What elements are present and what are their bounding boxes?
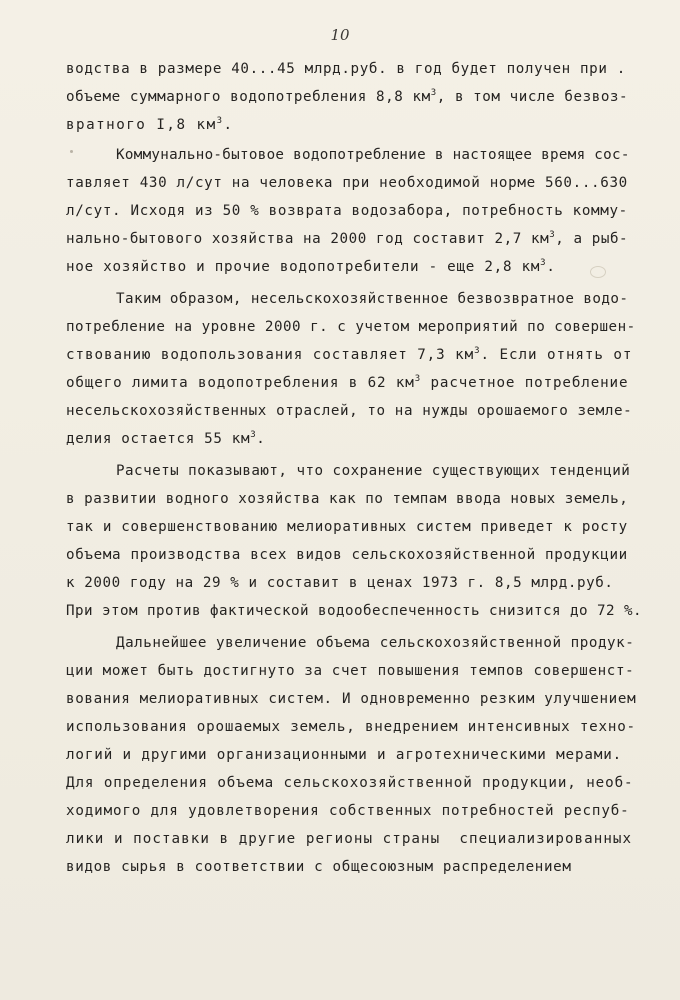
paper-stain — [590, 266, 606, 278]
line-text: в развитии водного хозяйства как по темпам ввода новых земель, — [66, 491, 628, 507]
line-text: лики и поставки в другие регионы страны специализированных — [66, 831, 632, 847]
line-text: логий и другими организационными и агротехническими мерами. — [66, 747, 622, 763]
text-line — [66, 428, 266, 450]
text-line — [116, 460, 630, 482]
line-text: объеме суммарного водопотребления 8,8 км — [66, 89, 431, 105]
text-line — [116, 288, 628, 310]
line-text: к 2000 году на 29 % и составит в ценах 1973 г. 8,5 млрд.руб. — [66, 575, 614, 591]
text-line — [66, 600, 642, 622]
line-text: ное хозяйство и прочие водопотребители - еще 2,8 км — [66, 259, 541, 275]
text-line — [66, 58, 626, 80]
text-line — [66, 372, 628, 394]
text-line — [66, 316, 636, 338]
line-text: Для определения объема сельскохозяйственной продукции, необ- — [66, 775, 634, 791]
line-text: ствованию водопользования составляет 7,3 км — [66, 347, 475, 363]
text-line — [66, 544, 628, 566]
line-text: общего лимита водопотребления в 62 км — [66, 375, 415, 391]
text-line — [66, 572, 614, 594]
text-line — [66, 114, 236, 136]
text-line — [66, 688, 636, 710]
line-text: несельскохозяйственных отраслей, то на нужды орошаемого земле- — [66, 403, 632, 419]
superscript: 3 — [474, 346, 481, 356]
text-line — [66, 716, 636, 738]
line-text: Дальнейшее увеличение объема сельскохозяйственной продук- — [116, 635, 634, 651]
line-text: расчетное потребление — [421, 375, 628, 391]
line-text: При этом против фактической водообеспеченность снизится до 72 %. — [66, 603, 642, 619]
text-line — [66, 772, 634, 794]
line-text: нально-бытового хозяйства на 2000 год составит 2,7 км — [66, 231, 550, 247]
line-text: водства в размере 40...45 млрд.руб. в год будет получен при . — [66, 61, 626, 77]
line-text: Таким образом, несельскохозяйственное безвозвратное водо- — [116, 291, 628, 307]
line-text: . — [256, 431, 266, 447]
line-text: делия остается 55 км — [66, 431, 251, 447]
line-text: , в том числе безвоз- — [436, 89, 628, 105]
text-line — [66, 228, 628, 250]
text-line — [66, 488, 628, 510]
text-line — [66, 516, 628, 538]
line-text: объема производства всех видов сельскохозяйственной продукции — [66, 547, 628, 563]
text-line — [66, 744, 622, 766]
line-text: ции может быть достигнуто за счет повышения темпов совершенст- — [66, 663, 634, 679]
text-line — [66, 86, 628, 108]
text-line — [66, 256, 556, 278]
superscript: 3 — [414, 374, 422, 384]
page-number: 10 — [330, 26, 350, 44]
line-text: так и совершенствованию мелиоративных систем приведет к росту — [66, 519, 628, 535]
line-text: ходимого для удовлетворения собственных потребностей респуб- — [66, 803, 630, 819]
text-line — [66, 828, 632, 850]
superscript: 3 — [430, 88, 437, 98]
line-text: л/сут. Исходя из 50 % возврата водозабора, потребность комму- — [66, 203, 628, 219]
text-line — [66, 400, 632, 422]
line-text: . — [223, 117, 234, 133]
line-text: видов сырья в соответствии с общесоюзным распределением — [66, 859, 572, 875]
line-text: вования мелиоративных систем. И одновременно резким улучшением — [66, 691, 636, 707]
text-line — [66, 856, 572, 878]
superscript: 3 — [216, 116, 224, 126]
line-text: использования орошаемых земель, внедрением интенсивных техно- — [66, 719, 636, 735]
line-text: вратного I,8 км — [66, 117, 217, 133]
line-text: , а рыб- — [555, 231, 628, 247]
paper-speck — [70, 150, 73, 153]
superscript: 3 — [250, 430, 257, 440]
text-line — [66, 660, 634, 682]
line-text: Коммунально-бытовое водопотребление в настоящее время сос- — [116, 147, 630, 163]
line-text: тавляет 430 л/сут на человека при необходимой норме 560...630 — [66, 175, 628, 191]
text-line — [66, 800, 630, 822]
text-line — [66, 200, 628, 222]
line-text: . Если отнять от — [480, 347, 632, 363]
text-line — [116, 144, 630, 166]
text-line — [116, 632, 634, 654]
text-line — [66, 344, 632, 366]
line-text: потребление на уровне 2000 г. с учетом мероприятий по совершен- — [66, 319, 636, 335]
line-text: Расчеты показывают, что сохранение существующих тенденций — [116, 463, 630, 479]
line-text: . — [546, 259, 556, 275]
text-line — [66, 172, 628, 194]
superscript: 3 — [540, 258, 547, 268]
superscript: 3 — [549, 230, 556, 240]
